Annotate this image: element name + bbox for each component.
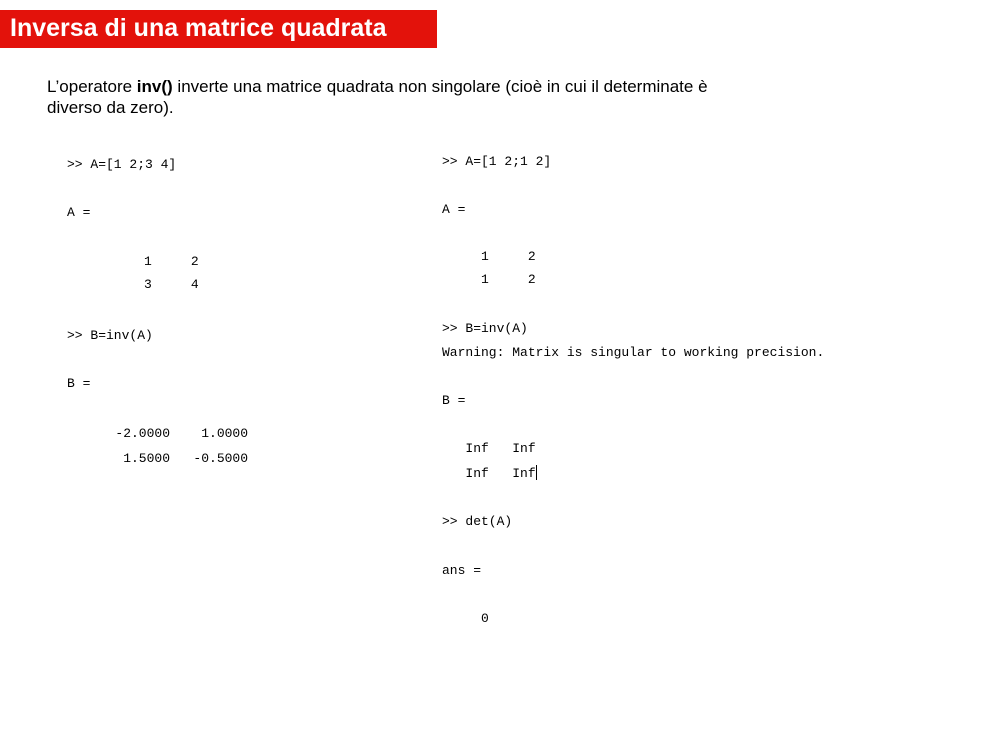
console-line: >> det(A) [442,514,513,529]
console-line: >> A=[1 2;3 4] [67,157,177,172]
console-line: -2.0000 1.0000 [92,426,249,441]
intro-keyword: inv() [136,77,173,96]
console-line: 1 2 [105,254,199,269]
console-line [442,465,537,482]
console-line: 0 [442,611,489,626]
console-line: >> B=inv(A) [67,328,153,343]
console-line: B = [442,393,466,408]
console-line-text: Inf Inf [442,466,536,481]
slide-title: Inversa di una matrice quadrata [10,14,387,42]
console-line: 1 2 [442,272,536,287]
console-line: B = [67,376,91,391]
console-line: >> B=inv(A) [442,321,528,336]
console-line: A = [442,202,466,217]
intro-prefix: L’operatore [47,77,137,96]
warning-line: Warning: Matrix is singular to working precision. [442,345,825,360]
console-line: 1.5000 -0.5000 [92,451,249,466]
console-line: Inf Inf [442,441,536,456]
intro-paragraph [47,76,947,118]
text-cursor [536,465,537,480]
console-line: 3 4 [105,277,199,292]
intro-line2: diverso da zero). [47,98,174,117]
console-line: A = [67,205,91,220]
console-line: >> A=[1 2;1 2] [442,154,552,169]
console-line: ans = [442,563,482,578]
console-line: 1 2 [442,249,536,264]
intro-suffix: inverte una matrice quadrata non singolare (cioè in cui il determinate è [172,77,708,96]
